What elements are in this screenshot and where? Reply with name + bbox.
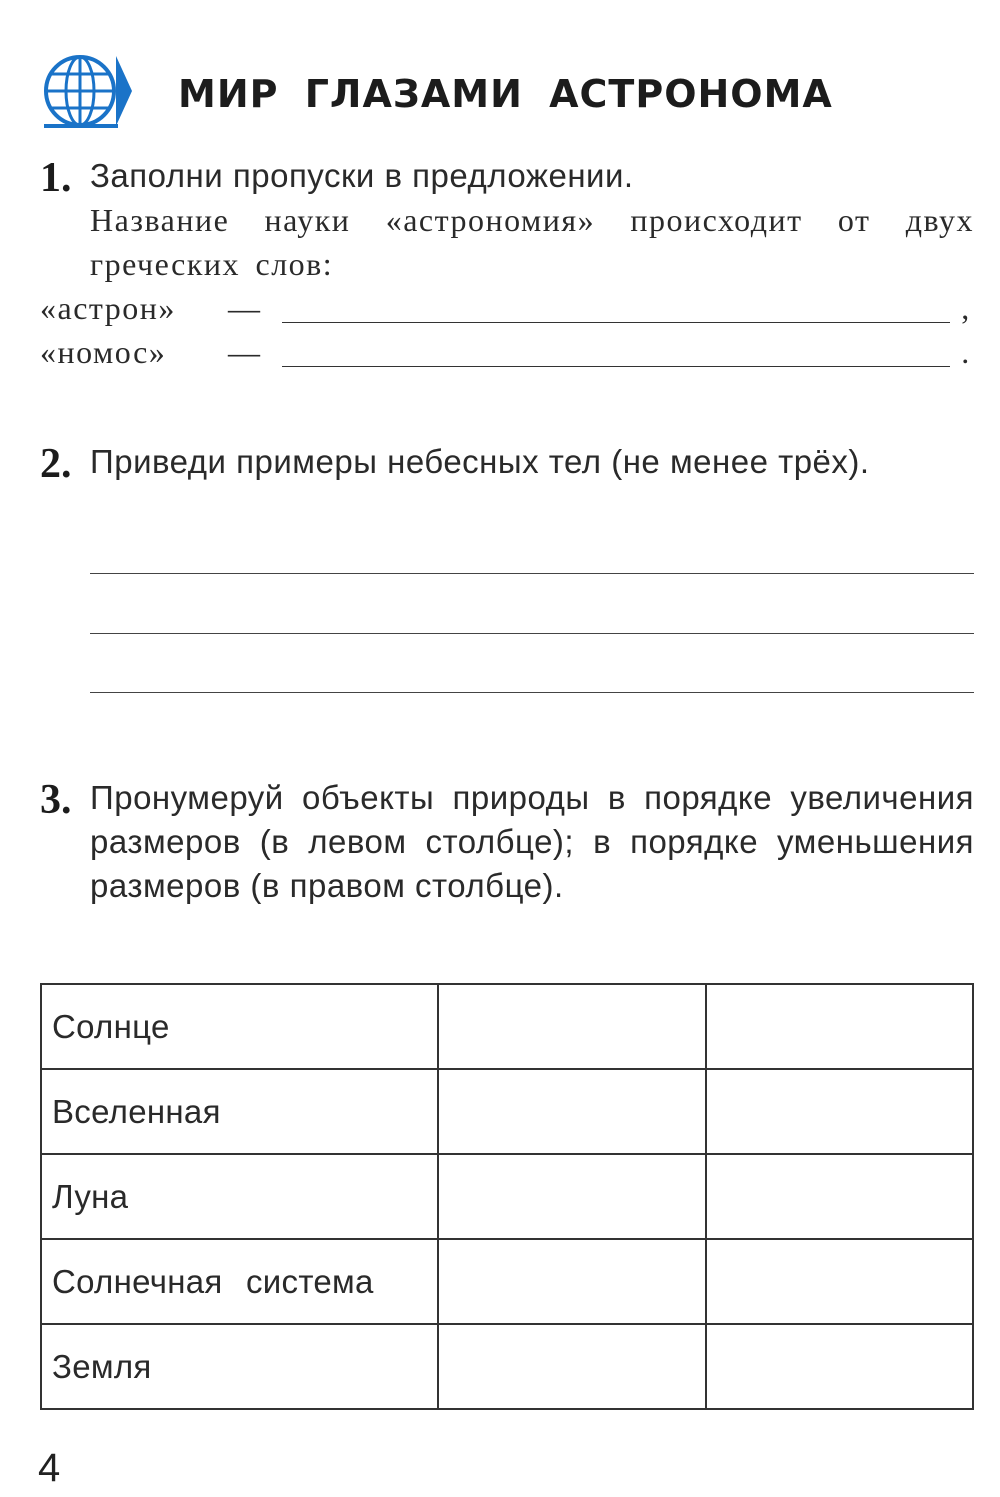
- object-label: Солнечная система: [41, 1239, 438, 1324]
- task-sentence: Название науки «астрономия» происходит от двух греческих слов:: [90, 202, 974, 282]
- increasing-order-cell[interactable]: [438, 1239, 705, 1324]
- task-number: 2.: [40, 441, 72, 487]
- objects-table: [40, 983, 974, 1410]
- dash: —: [228, 334, 262, 370]
- task-2: [40, 440, 974, 700]
- table-row: [41, 984, 973, 1069]
- globe-arrow-icon: [42, 52, 134, 130]
- decreasing-order-cell[interactable]: [706, 1239, 973, 1324]
- task-prompt: Приведи примеры небесных тел (не менее трёх).: [90, 443, 870, 480]
- answer-line[interactable]: [90, 692, 974, 693]
- answer-blank[interactable]: [282, 366, 950, 367]
- table-row: [41, 1154, 973, 1239]
- greek-word: «астрон»: [40, 290, 176, 326]
- page-title: МИР ГЛАЗАМИ АСТРОНОМА: [178, 72, 833, 116]
- task-1: [40, 154, 974, 374]
- increasing-order-cell[interactable]: [438, 1069, 705, 1154]
- object-label: Солнце: [41, 984, 438, 1069]
- answer-line[interactable]: [90, 573, 974, 574]
- table-row: [41, 1324, 973, 1409]
- answer-line[interactable]: [90, 633, 974, 634]
- task-number: 1.: [40, 155, 72, 201]
- decreasing-order-cell[interactable]: [706, 1069, 973, 1154]
- task-prompt: Пронумеруй объекты природы в порядке увеличения размеров (в левом столбце); в порядке уменьшения размеров (в правом столбце).: [90, 779, 974, 904]
- decreasing-order-cell[interactable]: [706, 1324, 973, 1409]
- object-label: Земля: [41, 1324, 438, 1409]
- table-row: [41, 1239, 973, 1324]
- punctuation: ,: [961, 290, 971, 326]
- section-header: [42, 52, 134, 130]
- task-number: 3.: [40, 777, 72, 823]
- increasing-order-cell[interactable]: [438, 984, 705, 1069]
- fill-row-nomos: [40, 330, 974, 374]
- greek-word: «номос»: [40, 334, 167, 370]
- table-row: [41, 1069, 973, 1154]
- object-label: Вселенная: [41, 1069, 438, 1154]
- decreasing-order-cell[interactable]: [706, 1154, 973, 1239]
- punctuation: .: [961, 334, 971, 370]
- answer-blank[interactable]: [282, 322, 950, 323]
- task-prompt: Заполни пропуски в предложении.: [90, 157, 634, 194]
- task-3: [40, 776, 974, 908]
- increasing-order-cell[interactable]: [438, 1324, 705, 1409]
- page-number: 4: [38, 1446, 61, 1490]
- object-label: Луна: [41, 1154, 438, 1239]
- decreasing-order-cell[interactable]: [706, 984, 973, 1069]
- increasing-order-cell[interactable]: [438, 1154, 705, 1239]
- fill-row-astron: [40, 286, 974, 330]
- dash: —: [228, 290, 262, 326]
